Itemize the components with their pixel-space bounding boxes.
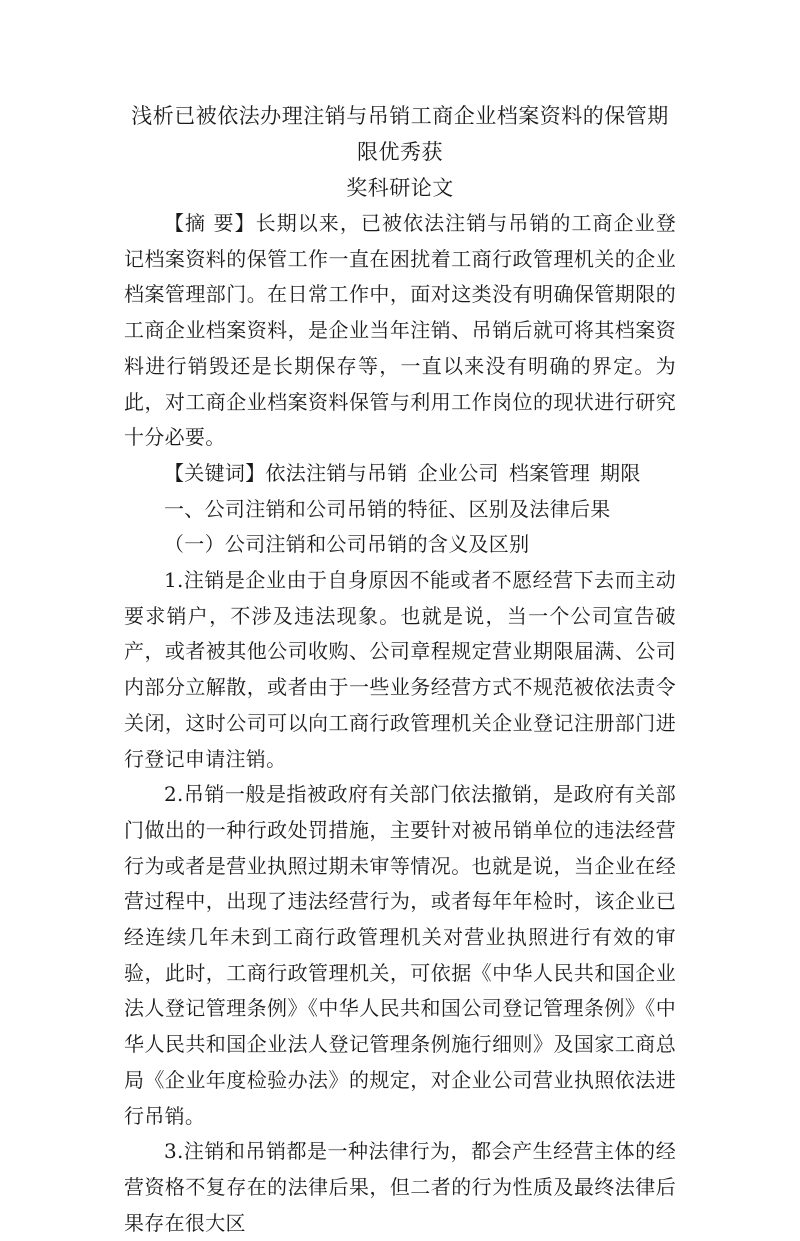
subsection-heading-1: （一）公司注销和公司吊销的含义及区别 [164, 532, 530, 557]
body-paragraph-1: 1.注销是企业由于自身原因不能或者不愿经营下去而主动要求销户，不涉及违法现象。也就是说，当一个公司宣告破产，或者被其他公司收购、公司章程规定营业期限届满、公司内部分立解散，或者由于一些业务经营方式不规范被依法责令关闭，这时公司可以向工商行政管理机关企业登记注册部门进行登记申请注销。 [124, 568, 676, 771]
keyword-item: 依法注销与吊销 [265, 460, 408, 485]
keywords-paragraph [124, 456, 676, 492]
title-block [124, 98, 676, 206]
section-heading-1: 一、公司注销和公司吊销的特征、区别及法律后果 [164, 496, 611, 521]
abstract-text: 长期以来，已被依法注销与吊销的工商企业登记档案资料的保管工作一直在困扰着工商行政管理机关的企业档案管理部门。在日常工作中，面对这类没有明确保管期限的工商企业档案资料，是企业当年注销、吊销后就可将其档案资料进行销毁还是长期保存等，一直以来没有明确的界定。为此，对工商企业档案资料保管与利用工作岗位的现状进行研究十分必要。 [124, 211, 677, 450]
document-title-line-2: 奖科研论文 [346, 176, 454, 200]
document-title-line-1: 浅析已被依法办理注销与吊销工商企业档案资料的保管期限优秀获 [131, 104, 669, 164]
keyword-item: 期限 [600, 460, 641, 485]
keyword-item: 企业公司 [417, 460, 499, 485]
body-paragraph-3: 3.注销和吊销都是一种法律行为，都会产生经营主体的经营资格不复存在的法律后果，但二者的行为性质及最终法律后果存在很大区 [124, 1139, 676, 1235]
keyword-item: 档案管理 [508, 460, 591, 485]
abstract-label: 【摘 要】 [164, 211, 256, 235]
keywords-label: 【关键词】 [164, 460, 266, 485]
abstract-paragraph [124, 206, 676, 456]
body-paragraph-2: 2.吊销一般是指被政府有关部门依法撤销，是政府有关部门做出的一种行政处罚措施，主要针对被吊销单位的违法经营行为或者是营业执照过期未审等情况。也就是说，当企业在经营过程中，出现了违法经营行为，或者每年年检时，该企业已经连续几年未到工商行政管理机关对营业执照进行有效的审验，此时，工商行政管理机关，可依据《中华人民共和国企业法人登记管理条例》《中华人民共和国公司登记管理条例》《中华人民共和国企业法人登记管理条例施行细则》及国家工商总局《企业年度检验办法》的规定，对企业公司营业执照依法进行吊销。 [124, 782, 676, 1128]
